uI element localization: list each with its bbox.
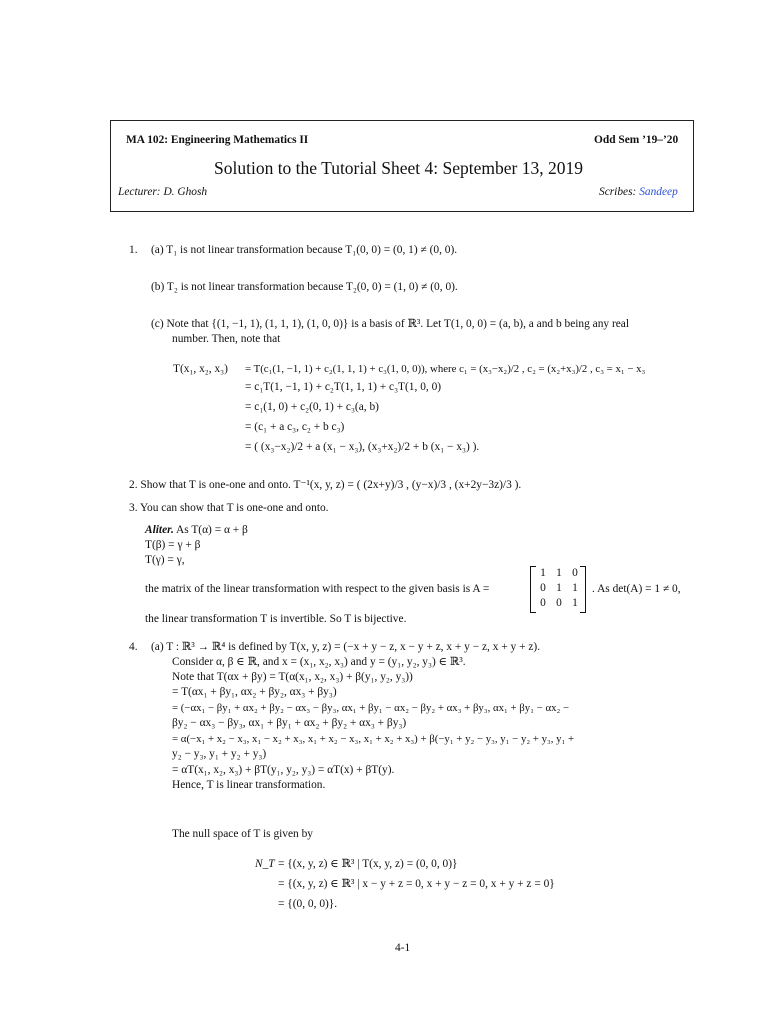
q4-line-1: (a) T : ℝ³ → ℝ⁴ is defined by T(x, y, z) = (−x + y − z, x − y + z, x + y − z, x + y + z). bbox=[151, 641, 541, 653]
page-number: 4-1 bbox=[395, 942, 411, 954]
null-space-row-3: = {(0, 0, 0)}. bbox=[278, 898, 338, 910]
q4-line-4: = T(αx₁ + βy₁, αx₂ + βy₂, αx₃ + βy₃) bbox=[172, 686, 337, 698]
matrix-cell: 0 bbox=[540, 597, 546, 609]
matrix-cell: 1 bbox=[556, 567, 562, 579]
q3-matrix-text: the matrix of the linear transformation with respect to the given basis is A = bbox=[145, 583, 490, 595]
q1-part-c-line2: number. Then, note that bbox=[172, 333, 281, 345]
scribes bbox=[599, 186, 678, 200]
null-space-row-1: = {(x, y, z) ∈ ℝ³ | T(x, y, z) = (0, 0, 0)} bbox=[278, 858, 458, 870]
q3-conclusion: the linear transformation T is invertible. So T is bijective. bbox=[145, 613, 407, 625]
q1-eq-row-2: = c₁T(1, −1, 1) + c₂T(1, 1, 1) + c₃T(1, 0, 0) bbox=[245, 381, 442, 393]
q4-line-10: Hence, T is linear transformation. bbox=[172, 779, 326, 791]
lecturer: Lecturer: D. Ghosh bbox=[118, 186, 208, 198]
q4-line-2: Consider α, β ∈ ℝ, and x = (x₁, x₂, x₃) and y = (y₁, y₂, y₃) ∈ ℝ³. bbox=[172, 656, 466, 668]
scribe-link[interactable]: Sandeep bbox=[639, 186, 678, 198]
null-space-intro: The null space of T is given by bbox=[172, 828, 313, 840]
q1-part-b: (b) T₂ is not linear transformation because T₂(0, 0) = (1, 0) ≠ (0, 0). bbox=[151, 281, 458, 293]
q4-line-5: = (−αx₁ − βy₁ + αx₂ + βy₂ − αx₃ − βy₃, αx₁ + βy₁ − αx₂ − βy₂ + αx₃ + βy₃, αx₁ + βy₁ − αx₂ − bbox=[172, 702, 570, 714]
q3-text: 3. You can show that T is one-one and onto. bbox=[129, 502, 329, 514]
q1-eq-row-1: = T(c₁(1, −1, 1) + c₂(1, 1, 1) + c₃(1, 0, 0)), where c₁ = (x₃−x₂)/2 , c₂ = (x₂+x₃)/2 , c₃ = x₁ − x₃ bbox=[245, 363, 646, 375]
matrix-cell: 0 bbox=[540, 582, 546, 594]
q4-line-6: βy₂ − αx₃ − βy₃, αx₁ + βy₁ + αx₂ + βy₂ + αx₃ + βy₃) bbox=[172, 717, 407, 729]
matrix-cell: 1 bbox=[556, 582, 562, 594]
page-title: Solution to the Tutorial Sheet 4: September 13, 2019 bbox=[214, 158, 583, 178]
q3-line-2: T(β) = γ + β bbox=[145, 539, 201, 551]
q1-number: 1. bbox=[129, 244, 138, 256]
matrix-cell: 1 bbox=[540, 567, 546, 579]
matrix-cell: 1 bbox=[572, 597, 578, 609]
q1-part-c-line1: (c) Note that {(1, −1, 1), (1, 1, 1), (1, 0, 0)} is a basis of ℝ³. Let T(1, 0, 0) = (a, b), a and b being any real bbox=[151, 318, 630, 330]
q3-aliter bbox=[145, 524, 248, 538]
course-title: MA 102: Engineering Mathematics II bbox=[126, 134, 309, 146]
matrix-cell: 0 bbox=[572, 567, 578, 579]
q1-eq-row-3: = c₁(1, 0) + c₂(0, 1) + c₃(a, b) bbox=[245, 401, 379, 413]
q1-eq-row-4: = (c₁ + a c₃, c₂ + b c₃) bbox=[245, 421, 345, 433]
semester: Odd Sem ’19–’20 bbox=[594, 134, 679, 146]
q4-number: 4. bbox=[129, 641, 138, 653]
aliter-line-1: As T(α) = α + β bbox=[173, 524, 248, 536]
q1-eq-row-5: = ( (x₃−x₂)/2 + a (x₁ − x₃), (x₃+x₂)/2 + b (x₁ − x₃) ). bbox=[245, 441, 480, 453]
matrix-cell: 1 bbox=[572, 582, 578, 594]
aliter-label: Aliter. bbox=[145, 524, 174, 536]
q2-text: 2. Show that T is one-one and onto. T⁻¹(x, y, z) = ( (2x+y)/3 , (y−x)/3 , (x+2y−3z)/3 ). bbox=[129, 479, 522, 491]
q3-det: . As det(A) = 1 ≠ 0, bbox=[592, 583, 681, 595]
q4-line-3: Note that T(αx + βy) = T(α(x₁, x₂, x₃) + β(y₁, y₂, y₃)) bbox=[172, 671, 413, 683]
q1-part-a: (a) T₁ is not linear transformation because T₁(0, 0) = (0, 1) ≠ (0, 0). bbox=[151, 244, 458, 256]
scribes-label: Scribes: bbox=[599, 186, 637, 198]
q3-line-3: T(γ) = γ, bbox=[145, 554, 185, 566]
null-space-lhs: N_T bbox=[255, 858, 275, 870]
q1-eq-lhs: T(x₁, x₂, x₃) bbox=[173, 363, 228, 375]
matrix-cell: 0 bbox=[556, 597, 562, 609]
q4-line-9: = αT(x₁, x₂, x₃) + βT(y₁, y₂, y₃) = αT(x) + βT(y). bbox=[172, 764, 395, 776]
null-space-row-2: = {(x, y, z) ∈ ℝ³ | x − y + z = 0, x + y − z = 0, x + y + z = 0} bbox=[278, 878, 555, 890]
q4-line-8: y₂ − y₃, y₁ + y₂ + y₃) bbox=[172, 748, 267, 760]
q4-line-7: = α(−x₁ + x₂ − x₃, x₁ − x₂ + x₃, x₁ + x₂ − x₃, x₁ + x₂ + x₃) + β(−y₁ + y₂ − y₃, y₁ − y₂ + y₃, y₁ + bbox=[172, 733, 575, 745]
